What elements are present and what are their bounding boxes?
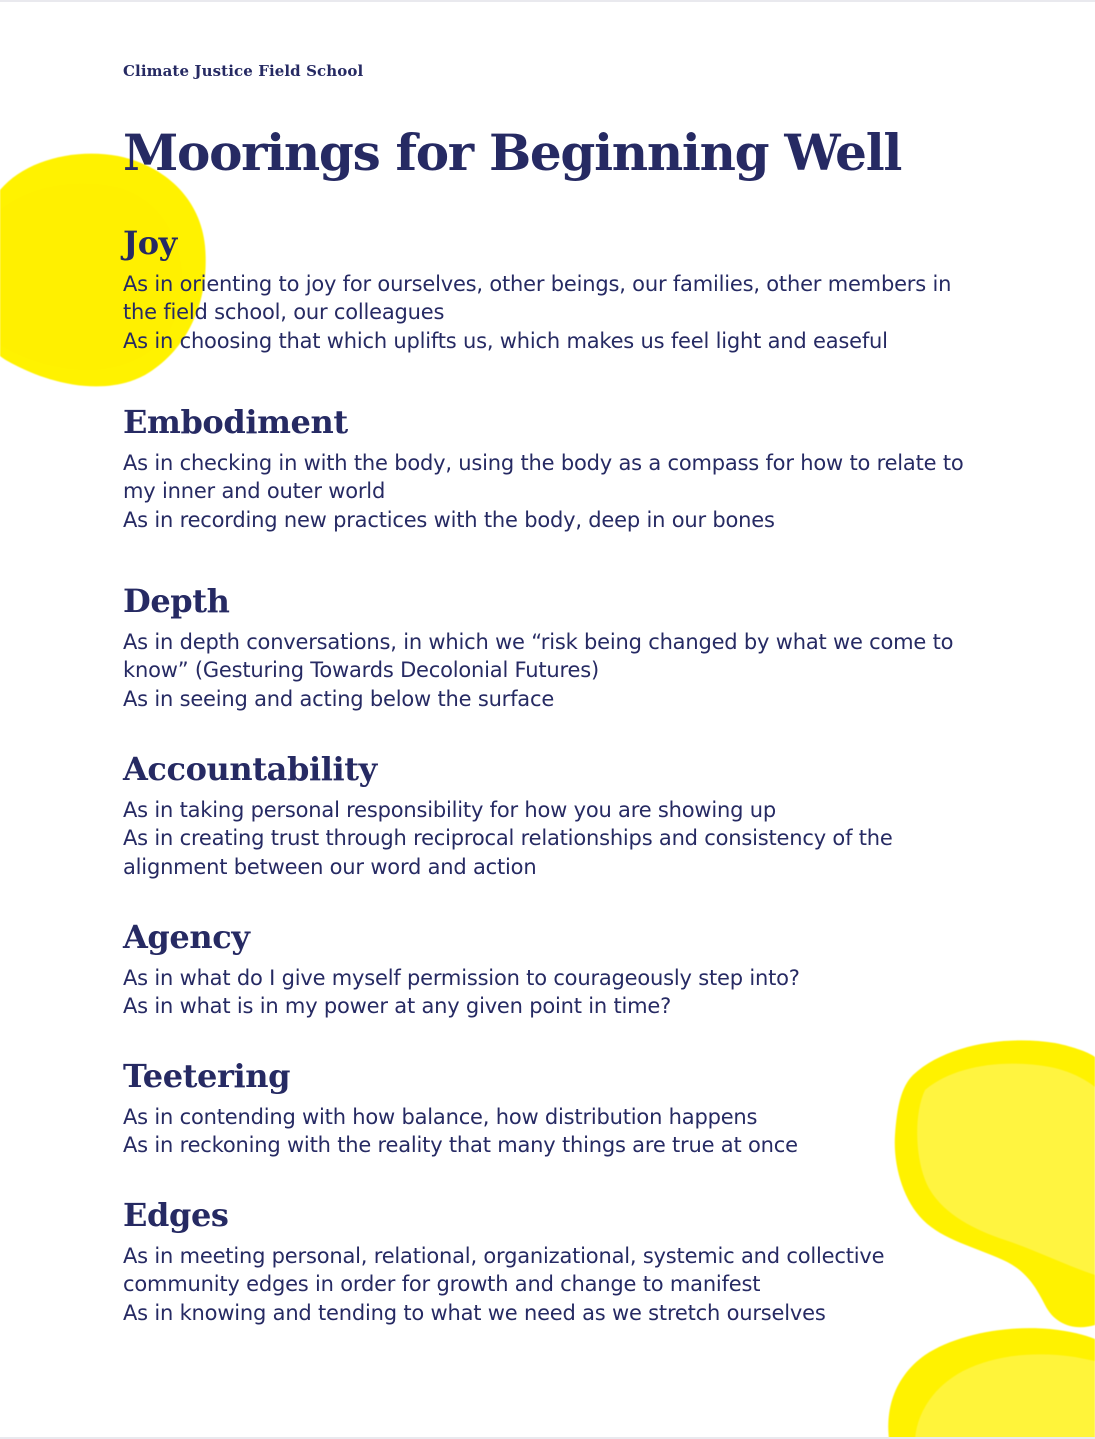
description-line: As in what is in my power at any given point in time? [123, 994, 672, 1019]
description-line: As in reckoning with the reality that many things are true at once [123, 1133, 798, 1158]
description-line: As in taking personal responsibility for how you are showing up [123, 798, 776, 822]
section-description [123, 964, 1023, 1021]
section-description [123, 270, 1023, 355]
description-line: As in recording new practices with the body, deep in our bones [123, 507, 775, 532]
description-line: As in checking in with the body, using the body as a compass for how to relate to [123, 451, 964, 475]
section-heading: Depth [123, 582, 230, 620]
description-line: As in orienting to joy for ourselves, other beings, our families, other members in [123, 272, 952, 296]
section-description [123, 628, 1023, 713]
section-description [123, 1242, 1023, 1327]
description-line: community edges in order for growth and change to manifest [123, 1272, 761, 1297]
top-divider [0, 0, 1095, 2]
description-line: As in creating trust through reciprocal relationships and consistency of the [123, 826, 893, 851]
section-heading: Teetering [123, 1057, 291, 1095]
description-line: As in what do I give myself permission to courageously step into? [123, 966, 800, 990]
description-line: alignment between our word and action [123, 854, 537, 879]
description-line: As in choosing that which uplifts us, which makes us feel light and easeful [123, 328, 888, 353]
description-line: As in meeting personal, relational, organizational, systemic and collective [123, 1244, 885, 1268]
section-heading: Agency [123, 918, 250, 956]
section-description [123, 449, 1023, 534]
description-line: As in knowing and tending to what we need as we stretch ourselves [123, 1300, 826, 1325]
section-teetering [123, 1057, 1023, 1160]
organization-name: Climate Justice Field School [123, 62, 364, 80]
section-heading: Edges [123, 1196, 229, 1234]
section-description [123, 1103, 1023, 1160]
description-line: my inner and outer world [123, 479, 386, 504]
section-heading: Accountability [123, 750, 377, 788]
section-embodiment [123, 403, 1023, 534]
section-joy [123, 224, 1023, 355]
section-heading: Joy [123, 224, 177, 262]
page-title: Moorings for Beginning Well [123, 123, 902, 182]
description-line: As in seeing and acting below the surface [123, 686, 555, 711]
section-heading: Embodiment [123, 403, 348, 441]
description-line: As in contending with how balance, how distribution happens [123, 1105, 758, 1129]
section-edges [123, 1196, 1023, 1327]
description-line: the field school, our colleagues [123, 300, 445, 325]
section-agency [123, 918, 1023, 1021]
description-line: As in depth conversations, in which we “risk being changed by what we come to [123, 630, 954, 654]
section-description [123, 796, 1023, 881]
section-accountability [123, 750, 1023, 881]
yellow-blob-bottom-right [885, 1325, 1095, 1439]
section-depth [123, 582, 1023, 713]
description-line: know” (Gesturing Towards Decolonial Futures) [123, 658, 599, 683]
